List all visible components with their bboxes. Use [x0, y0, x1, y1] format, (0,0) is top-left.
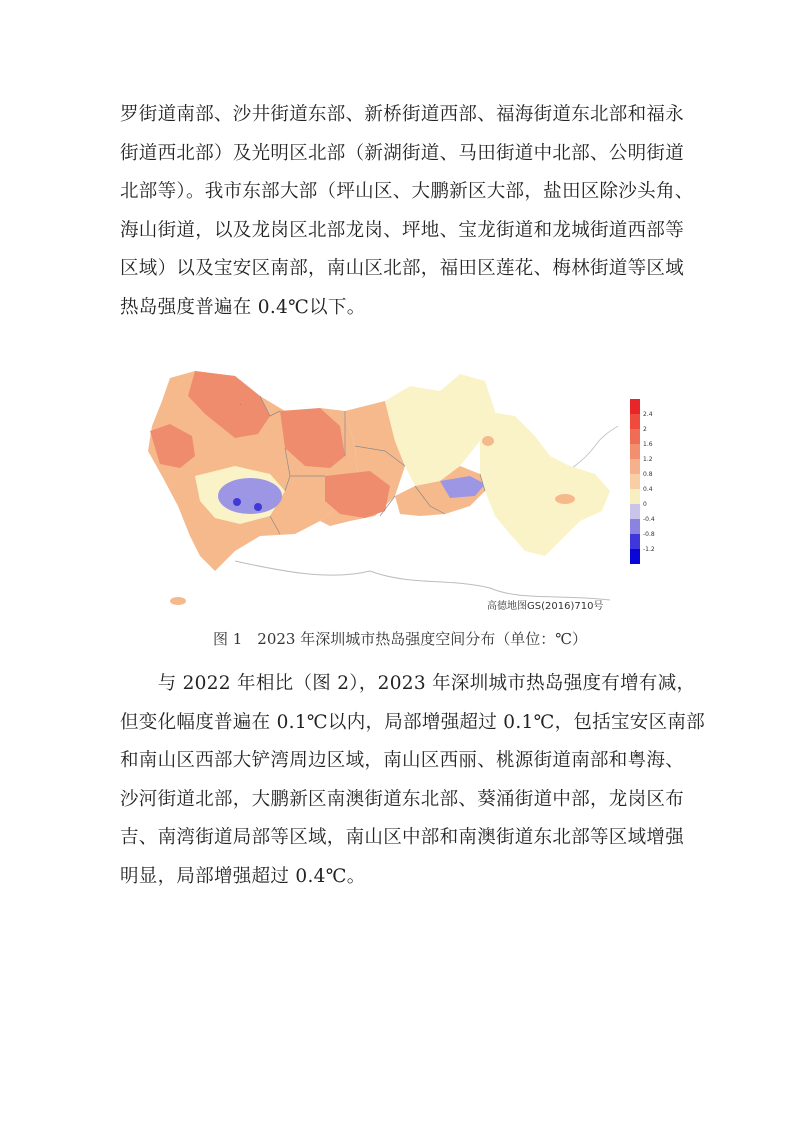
cold-dot-2	[254, 503, 262, 511]
text-line: 沙河街道北部，大鹏新区南澳街道东北部、葵涌街道中部，龙岗区布	[120, 788, 685, 810]
cold-dot-1	[233, 498, 241, 506]
legend-label: -0.8	[643, 531, 655, 538]
legend-label: 2	[643, 426, 647, 433]
legend-swatch	[630, 414, 640, 429]
legend-label: -0.4	[643, 516, 655, 523]
text-line: 吉、南湾街道局部等区域，南山区中部和南澳街道东北部等区域增强	[120, 827, 685, 848]
legend-label: 2.4	[643, 411, 653, 418]
legend-swatch	[630, 504, 640, 519]
legend-swatch	[630, 549, 640, 564]
legend-swatch	[630, 534, 640, 549]
legend-label: 1.6	[643, 441, 653, 448]
legend-label: -1.2	[643, 546, 655, 553]
legend-swatch	[630, 489, 640, 504]
map-label: ·	[240, 402, 242, 408]
paragraph-1	[120, 96, 695, 327]
text-line: 区域）以及宝安区南部，南山区北部，福田区莲花、梅林街道等区域	[120, 258, 685, 279]
text-line: 与 2022 年相比（图 2），2023 年深圳城市热岛强度有增有减，	[120, 673, 696, 694]
island-southwest	[170, 597, 186, 605]
legend-swatch	[630, 444, 640, 459]
heat-island-map	[140, 356, 660, 618]
legend-swatch	[630, 474, 640, 489]
legend-swatch	[630, 459, 640, 474]
legend-swatch	[630, 399, 640, 414]
legend-label: 0.8	[643, 471, 653, 478]
text-line: 和南山区西部大铲湾周边区域，南山区西丽、桃源街道南部和粤海、	[120, 750, 685, 771]
legend	[628, 399, 668, 569]
legend-label: 1.2	[643, 456, 653, 463]
text-line: 罗街道南部、沙井街道东部、新桥街道西部、福海街道东北部和福永	[120, 104, 685, 125]
text-line: 海山街道，以及龙岗区北部龙岗、坪地、宝龙街道和龙城街道西部等	[120, 219, 685, 241]
text-line: 街道西北部）及光明区北部（新湖街道、马田街道中北部、公明街道	[120, 142, 685, 164]
text-line: 热岛强度普遍在 0.4℃以下。	[120, 296, 366, 318]
heat-island-map-figure	[140, 356, 660, 618]
paragraph-2	[120, 665, 705, 896]
legend-label: 0	[643, 501, 647, 508]
legend-swatch	[630, 519, 640, 534]
text-line: 明显，局部增强超过 0.4℃。	[120, 865, 366, 887]
legend-swatch	[630, 429, 640, 444]
zone-east-warm	[555, 494, 575, 504]
legend-label: 0.4	[643, 486, 653, 493]
text-line: 北部等）。我市东部大部（坪山区、大鹏新区大部，盐田区除沙头角、	[120, 181, 694, 202]
zone-cold-patch	[218, 478, 282, 514]
map-source-note: 高德地图GS(2016)710号	[487, 601, 604, 612]
figure-caption: 图 1 2023 年深圳城市热岛强度空间分布（单位：℃）	[212, 630, 588, 648]
text-line: 但变化幅度普遍在 0.1℃以内，局部增强超过 0.1℃，包括宝安区南部	[120, 711, 705, 733]
zone-northeast-warm	[482, 436, 494, 446]
